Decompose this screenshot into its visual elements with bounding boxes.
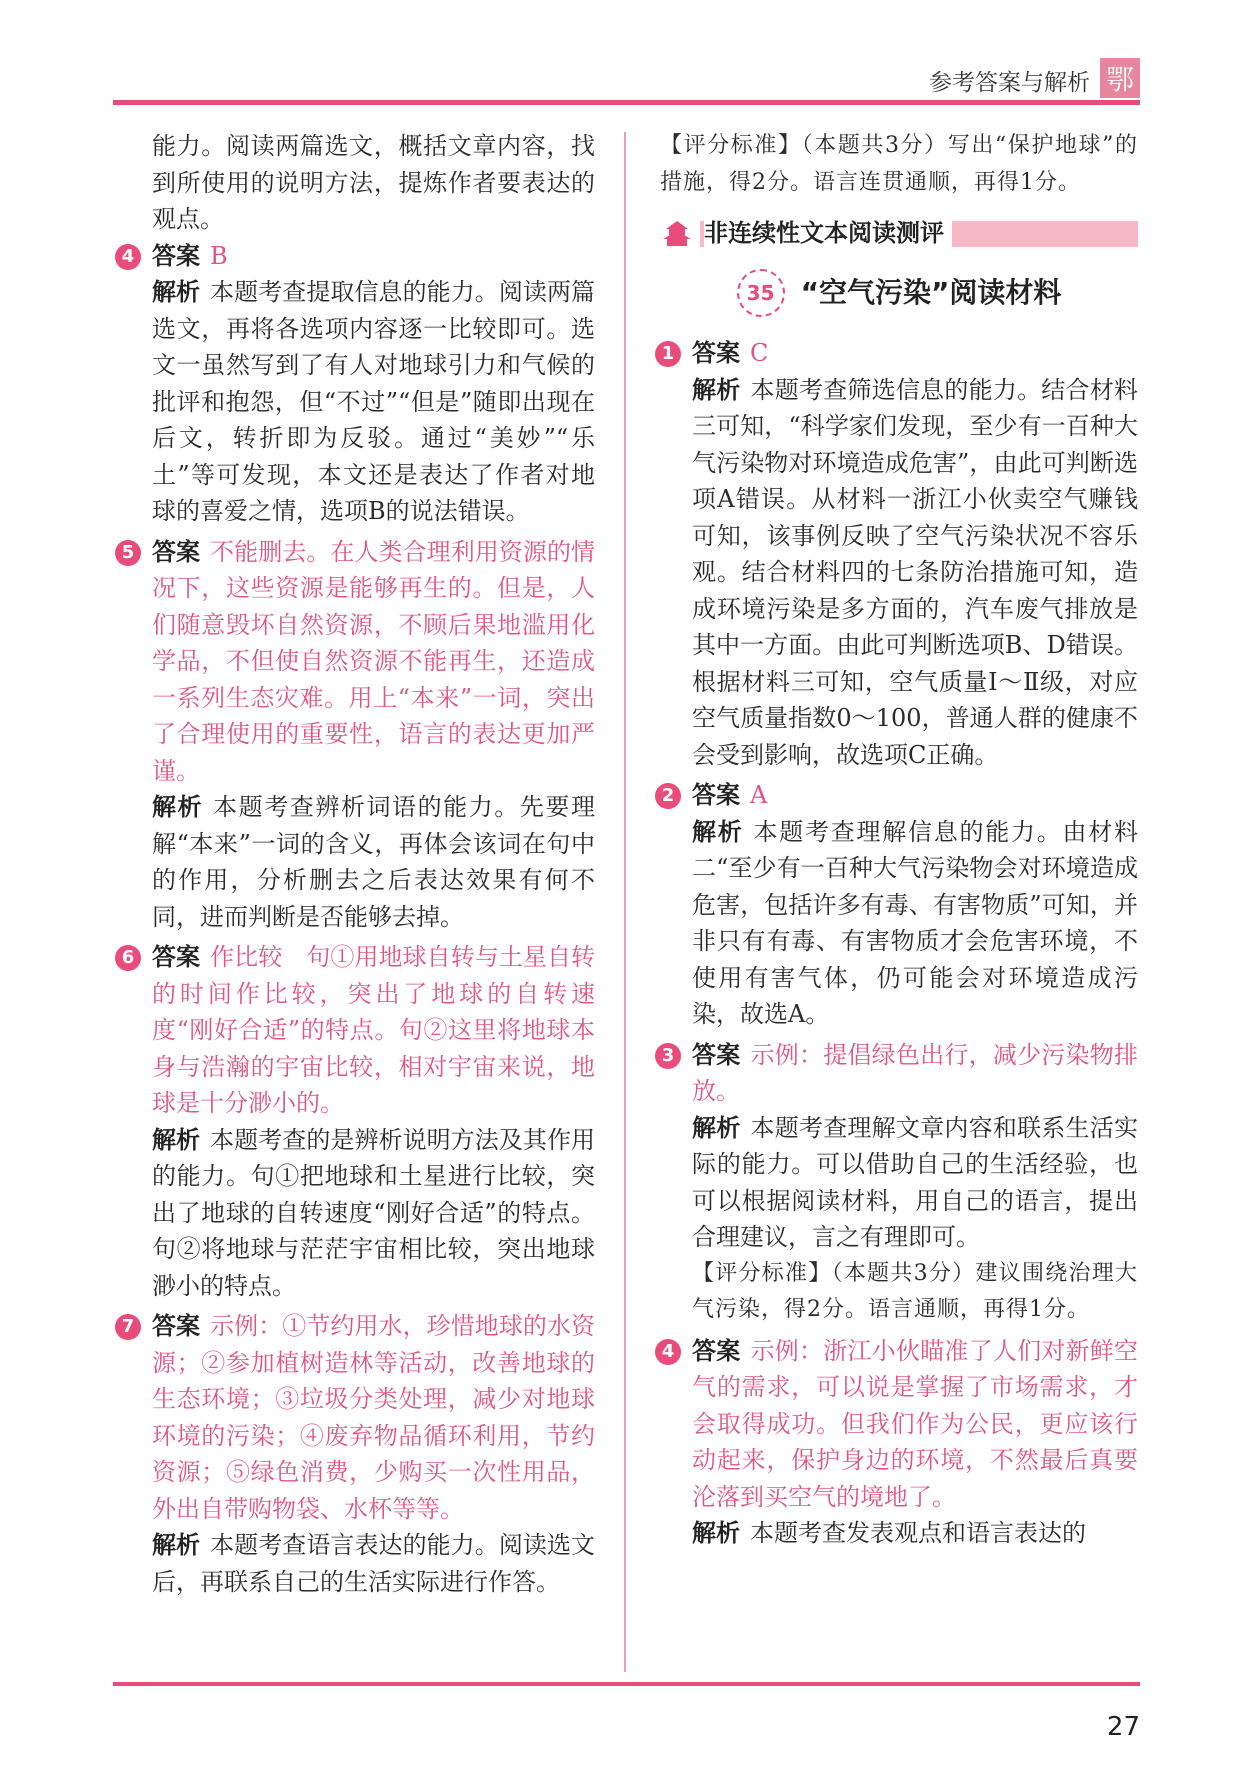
question-number: 7 bbox=[115, 1314, 141, 1340]
question-number: 4 bbox=[655, 1339, 681, 1365]
publisher-badge-icon: 鄂 bbox=[1100, 58, 1140, 98]
intro-paragraph: 能力。阅读两篇选文，概括文章内容，找到所使用的说明方法，提炼作者要表达的观点。 bbox=[152, 132, 595, 233]
score-standard: 【评分标准】（本题共3分）建议围绕治理大气污染，得2分。语言通顺，再得1分。 bbox=[692, 1260, 1138, 1322]
question-number: 5 bbox=[115, 540, 141, 566]
answer-item-5 bbox=[120, 534, 595, 936]
lesson-title: “空气污染”阅读材料 bbox=[800, 275, 1062, 309]
analysis-label: 解析 bbox=[152, 793, 204, 821]
question-number: 4 bbox=[115, 244, 141, 270]
question-number: 1 bbox=[655, 341, 681, 367]
left-column bbox=[120, 128, 595, 1600]
answer-text: 示例：提倡绿色出行，减少污染物排放。 bbox=[692, 1040, 1139, 1105]
analysis-text: 本题考查发表观点和语言表达的 bbox=[750, 1519, 1086, 1547]
answer-label: 答案 bbox=[152, 1312, 201, 1340]
analysis-label: 解析 bbox=[152, 278, 201, 306]
answer-text: A bbox=[750, 781, 768, 809]
question-number: 2 bbox=[655, 783, 681, 809]
analysis-label: 解析 bbox=[692, 1519, 740, 1547]
column-divider bbox=[624, 132, 626, 1672]
analysis-label: 解析 bbox=[152, 1531, 201, 1559]
answer-label: 答案 bbox=[692, 1040, 741, 1069]
top-rule bbox=[113, 100, 1140, 105]
question-number: 3 bbox=[655, 1043, 681, 1069]
lesson-number-badge: 35 bbox=[737, 269, 785, 317]
header-title: 参考答案与解析 bbox=[929, 70, 1090, 96]
score-standard: 【评分标准】（本题共3分）写出“保护地球”的措施，得2分。语言连贯通顺，再得1分。 bbox=[660, 133, 1138, 195]
analysis-label: 解析 bbox=[692, 375, 741, 404]
analysis-label: 解析 bbox=[692, 817, 744, 846]
answer-item-7 bbox=[120, 1308, 595, 1600]
analysis-text: 本题考查理解文章内容和联系生活实际的能力。可以借助自己的生活经验，也可以根据阅读材料，用自己的语言，提出合理建议，言之有理即可。 bbox=[692, 1113, 1139, 1251]
answer-text: 示例：①节约用水，珍惜地球的水资源；②参加植树造林等活动，改善地球的生态环境；③垃圾分类处理，减少对地球环境的污染；④废弃物品循环利用，节约资源；⑤绿色消费，少购买一次性用品，外出自带购物袋、水杯等等。 bbox=[152, 1312, 596, 1523]
section-header bbox=[660, 215, 1138, 255]
right-column bbox=[660, 128, 1138, 1552]
answer-label: 答案 bbox=[152, 943, 201, 971]
answer-item-r2 bbox=[660, 777, 1138, 1033]
answer-item-4 bbox=[120, 238, 595, 530]
answer-label: 答案 bbox=[152, 537, 201, 566]
analysis-label: 解析 bbox=[152, 1125, 201, 1154]
analysis-text: 本题考查语言表达的能力。阅读选文后，再联系自己的生活实际进行作答。 bbox=[152, 1531, 596, 1596]
answer-item-r1 bbox=[660, 335, 1138, 773]
analysis-label: 解析 bbox=[692, 1113, 741, 1142]
pagoda-icon bbox=[660, 219, 694, 247]
answer-item-6 bbox=[120, 939, 595, 1304]
answer-text: 作比较 句①用地球自转与土星自转的时间作比较，突出了地球的自转速度“刚好合适”的特点。句②这里将地球本身与浩瀚的宇宙比较，相对宇宙来说，地球是十分渺小的。 bbox=[152, 943, 596, 1117]
answer-text: 示例：浙江小伙瞄准了人们对新鲜空气的需求，可以说是掌握了市场需求，才会取得成功。但我们作为公民，更应该行动起来，保护身边的环境，不然最后真要沦落到买空气的境地了。 bbox=[692, 1336, 1139, 1511]
answer-label: 答案 bbox=[692, 339, 740, 367]
answer-label: 答案 bbox=[152, 241, 200, 270]
analysis-text: 本题考查的是辨析说明方法及其作用的能力。句①把地球和土星进行比较，突出了地球的自转速度“刚好合适”的特点。句②将地球与茫茫宇宙相比较，突出地球渺小的特点。 bbox=[152, 1125, 596, 1300]
section-label: 非连续性文本阅读测评 bbox=[704, 215, 952, 251]
answer-item-r3 bbox=[660, 1037, 1138, 1329]
answer-label: 答案 bbox=[692, 781, 740, 809]
page-number: 27 bbox=[1106, 1712, 1140, 1742]
answer-text: B bbox=[210, 241, 228, 270]
analysis-text: 本题考查理解信息的能力。由材料二“至少有一百种大气污染物会对环境造成危害，包括许多有毒、有害物质”可知，并非只有有毒、有害物质才会危害环境，不使用有害气体，仍可能会对环境造成污染，故选A。 bbox=[692, 817, 1138, 1028]
answer-text: C bbox=[750, 339, 769, 367]
answer-item-r4 bbox=[660, 1333, 1138, 1552]
analysis-text: 本题考查辨析词语的能力。先要理解“本来”一词的含义，再体会该词在句中的作用，分析删去之后表达效果有何不同，进而判断是否能够去掉。 bbox=[152, 793, 595, 931]
lesson-title-row bbox=[660, 265, 1138, 321]
answer-text: 不能删去。在人类合理利用资源的情况下，这些资源是能够再生的。但是，人们随意毁坏自然资源，不顾后果地滥用化学品，不但使自然资源不能再生，还造成一系列生态灾难。用上“本来”一词，突出了合理使用的重要性，语言的表达更加严谨。 bbox=[152, 537, 596, 785]
answer-label: 答案 bbox=[692, 1336, 741, 1365]
analysis-text: 本题考查提取信息的能力。阅读两篇选文，再将各选项内容逐一比较即可。选文一虽然写到了有人对地球引力和气候的批评和抱怨，但“不过”“但是”随即出现在后文，转折即为反驳。通过“美妙”“乐土”等可发现，本文还是表达了作者对地球的喜爱之情，选项B的说法错误。 bbox=[152, 278, 596, 525]
question-number: 6 bbox=[115, 945, 141, 971]
bottom-rule bbox=[113, 1682, 1140, 1686]
analysis-text: 本题考查筛选信息的能力。结合材料三可知，“科学家们发现，至少有一百种大气污染物对环境造成危害”，由此可判断选项A错误。从材料一浙江小伙卖空气赚钱可知，该事例反映了空气污染状况不容乐观。结合材料四的七条防治措施可知，造成环境污染是多方面的，汽车废气排放是其中一方面。由此可判断选项B、D错误。根据材料三可知，空气质量Ⅰ～Ⅱ级，对应空气质量指数0～100，普通人群的健康不会受到影响，故选项C正确。 bbox=[692, 375, 1139, 769]
